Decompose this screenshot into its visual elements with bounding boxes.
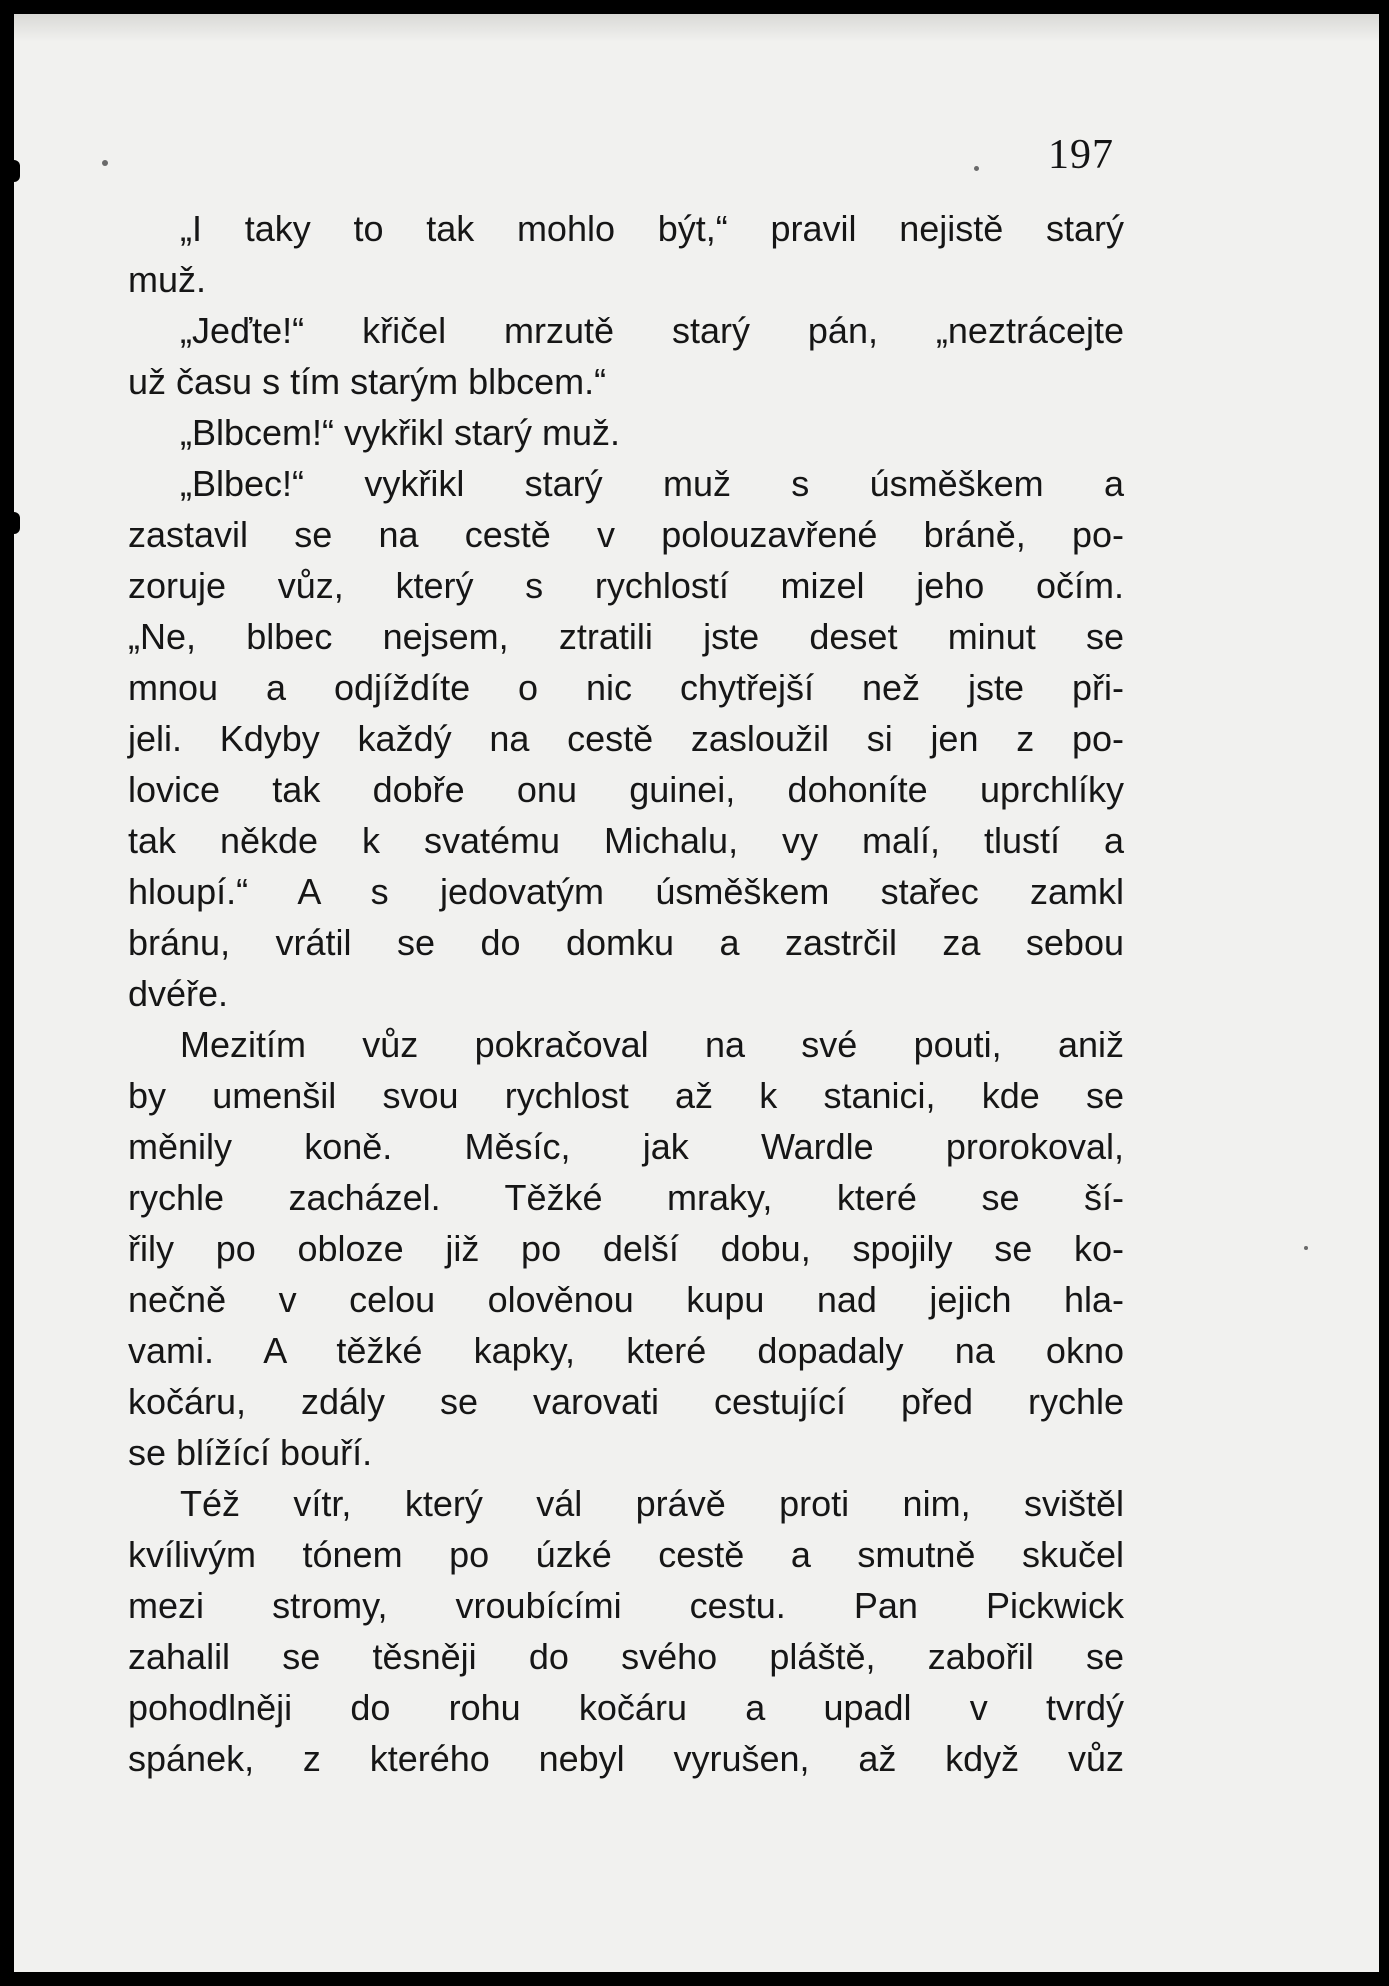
text-line: už času s tím starým blbcem.“ <box>128 361 607 402</box>
text-line: dvéře. <box>128 973 229 1014</box>
print-speck <box>102 160 108 166</box>
text-line: tak někde k svatému Michalu, vy malí, tlustí a <box>128 820 1124 861</box>
text-line: zastavil se na cestě v polouzavřené bráně, po- <box>128 514 1124 555</box>
text-line: jeli. Kdyby každý na cestě zasloužil si jen z po- <box>128 718 1124 759</box>
text-line: zoruje vůz, který s rychlostí mizel jeho očím. <box>128 565 1124 606</box>
text-line: „Jeďte!“ křičel mrzutě starý pán, „neztrácejte <box>180 310 1124 351</box>
body-text <box>128 203 1124 1784</box>
text-line: Též vítr, který vál právě proti nim, svištěl <box>180 1483 1124 1524</box>
text-line: by umenšil svou rychlost až k stanici, kde se <box>128 1075 1124 1116</box>
binding-mark <box>14 512 20 534</box>
text-line: bránu, vrátil se do domku a zastrčil za sebou <box>128 922 1124 963</box>
text-line: nečně v celou olověnou kupu nad jejich hla- <box>128 1279 1124 1320</box>
text-line: „Blbcem!“ vykřikl starý muž. <box>180 412 621 453</box>
text-line: „I taky to tak mohlo být,“ pravil nejistě starý <box>180 208 1124 249</box>
print-speck <box>1304 1246 1308 1250</box>
text-line: mnou a odjíždíte o nic chytřejší než jste při- <box>128 667 1124 708</box>
text-line: hloupí.“ A s jedovatým úsměškem stařec zamkl <box>128 871 1124 912</box>
text-line: „Ne, blbec nejsem, ztratili jste deset minut se <box>128 616 1124 657</box>
text-line: Mezitím vůz pokračoval na své pouti, aniž <box>180 1024 1124 1065</box>
text-line: rychle zacházel. Těžké mraky, které se ší- <box>128 1177 1124 1218</box>
text-line: vami. A těžké kapky, které dopadaly na okno <box>128 1330 1124 1371</box>
text-line: muž. <box>128 259 207 300</box>
binding-mark <box>14 160 20 182</box>
text-line: lovice tak dobře onu guinei, dohoníte uprchlíky <box>128 769 1124 810</box>
text-line: se blížící bouří. <box>128 1432 373 1473</box>
text-line: kočáru, zdály se varovati cestující před rychle <box>128 1381 1124 1422</box>
text-line: zahalil se těsněji do svého pláště, zabořil se <box>128 1636 1124 1677</box>
print-speck <box>974 166 979 171</box>
text-line: „Blbec!“ vykřikl starý muž s úsměškem a <box>180 463 1124 504</box>
text-line: kvílivým tónem po úzké cestě a smutně skučel <box>128 1534 1124 1575</box>
text-line: řily po obloze již po delší dobu, spojily se ko- <box>128 1228 1124 1269</box>
page-number: 197 <box>1048 132 1114 178</box>
text-line: spánek, z kterého nebyl vyrušen, až když vůz <box>128 1738 1124 1779</box>
text-line: mezi stromy, vroubícími cestu. Pan Pickwick <box>128 1585 1124 1626</box>
book-page <box>14 14 1379 1972</box>
text-line: pohodlněji do rohu kočáru a upadl v tvrdý <box>128 1687 1124 1728</box>
text-line: měnily koně. Měsíc, jak Wardle prorokoval, <box>128 1126 1124 1167</box>
